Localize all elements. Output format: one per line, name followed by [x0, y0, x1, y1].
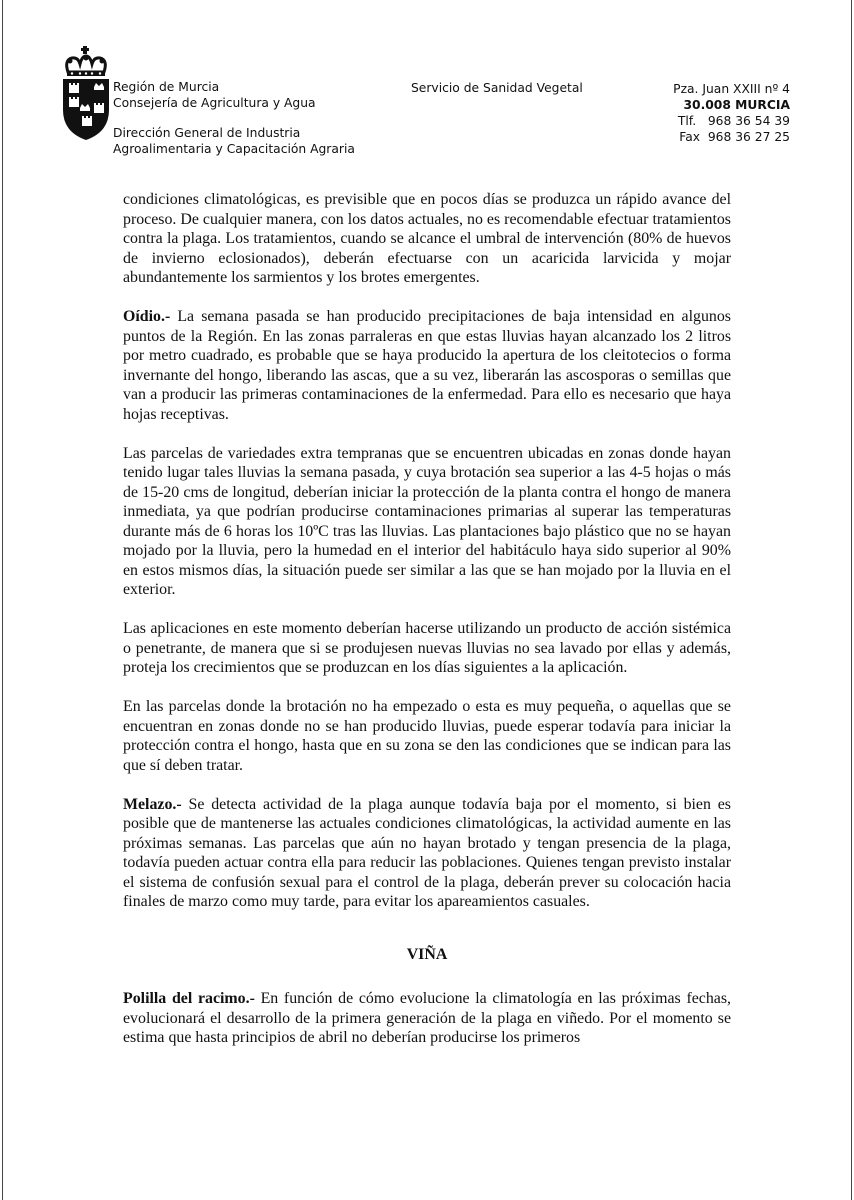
address-city-text: 30.008 MURCIA: [683, 98, 790, 112]
paragraph-applications: Las aplicaciones en este momento deberían hacerse utilizando un producto de acción sistémica o penetrante, de manera que si se produjesen nuevas lluvias no sea lavado por ellas y además, proteja los crecimientos que se produzcan en los días siguientes a la aplicación.: [123, 620, 731, 676]
region-of-murcia-crest-icon: [60, 46, 112, 142]
paragraph-oidio: [123, 307, 731, 424]
paragraph-continuation: condiciones climatológicas, es previsible que en pocos días se produzca un rápido avance del proceso. De cualquier manera, con los datos actuales, no es recomendable efectuar tratamientos contra la plaga. Los tratamientos, cuando se alcance el umbral de intervención (80% de huevos de invierno eclosionados), deberán efectuarse con un acaricida larvicida y mojar abundantemente los sarmientos y los brotes emergentes.: [123, 191, 731, 286]
org-directorate: Dirección General de Industria: [113, 126, 301, 140]
address-city: [673, 97, 790, 113]
letterhead: [0, 0, 854, 170]
address-phone: Tlf. 968 36 54 39: [677, 114, 790, 128]
polilla-text: En función de cómo evolucione la climatología en las próximas fechas, evolucionará el desarrollo de la primera generación de la plaga en viñedo. Por el momento se estima que hasta principios de abril no deberían producirse los primeros: [123, 990, 731, 1046]
paragraph-early-varieties: Las parcelas de variedades extra tempranas que se encuentren ubicadas en zonas donde hayan tenido lugar tales lluvias la semana pasada, y cuya brotación sea superior a las 4-5 hojas o más de 15-20 cms de longitud, deberían iniciar la protección de la planta contra el hongo de manera inmediata, ya que podrían producirse contaminaciones primarias al superar las temperaturas durante más de 6 horas los 10ºC tras las lluvias. Las plantaciones bajo plástico que no se hayan mojado por la lluvia, pero la humedad en el interior del habitáculo haya sido superior al 90% en estos mismos días, la situación puede ser similar a las que se han mojado por la lluvia en el exterior.: [123, 444, 731, 598]
polilla-heading: Polilla del racimo.-: [123, 990, 255, 1007]
org-department: Consejería de Agricultura y Agua: [113, 96, 316, 110]
service-name: Servicio de Sanidad Vegetal: [411, 81, 583, 95]
organization-block: [113, 79, 355, 157]
melazo-heading: Melazo.-: [123, 795, 182, 813]
address-street: Pza. Juan XXIII nº 4: [673, 82, 790, 96]
melazo-text: Se detecta actividad de la plaga aunque todavía baja por el momento, si bien es posible que de mantenerse las actuales condiciones climatológicas, la actividad aumente en las próximas semanas. Las parcelas que aún no hayan brotado y tengan presencia de la plaga, todavía pueden actuar contra ella para reducir las poblaciones. Quienes tengan previsto instalar el sistema de confusión sexual para el control de la plaga, deberán prever su colocación hacia finales de marzo como muy tarde, para evitar los apareamientos casuales.: [123, 795, 731, 910]
section-title-vina: VIÑA: [406, 945, 448, 963]
document-body: [123, 190, 731, 1048]
paragraph-melazo: [123, 795, 731, 912]
paragraph-late-sprouting: En las parcelas donde la brotación no ha empezado o esta es muy pequeña, o aquellas que se encuentran en zonas donde no se han producido lluvias, puede esperar todavía para iniciar la protección contra el hongo, hasta que en su zona se den las condiciones que se indican para las que sí deben tratar.: [123, 698, 731, 774]
oidio-heading: Oídio.-: [123, 308, 171, 325]
oidio-text: La semana pasada se han producido precipitaciones de baja intensidad en algunos puntos de la Región. En las zonas parraleras en que estas lluvias hayan alcanzado los 2 litros por metro cuadrado, es probable que se haya producido la apertura de los cleitotecios o forma invernante del hongo, liberando las ascas, que a su vez, liberarán las ascosporas o semillas que van a producir las primeras contaminaciones de la enfermedad. Para ello es necesario que haya hojas receptivas.: [123, 308, 731, 423]
address-block: [673, 81, 790, 145]
org-directorate-line2: Agroalimentaria y Capacitación Agraria: [113, 142, 355, 156]
org-region: Región de Murcia: [113, 80, 220, 94]
paragraph-polilla: [123, 989, 731, 1048]
address-fax: Fax 968 36 27 25: [679, 130, 790, 144]
